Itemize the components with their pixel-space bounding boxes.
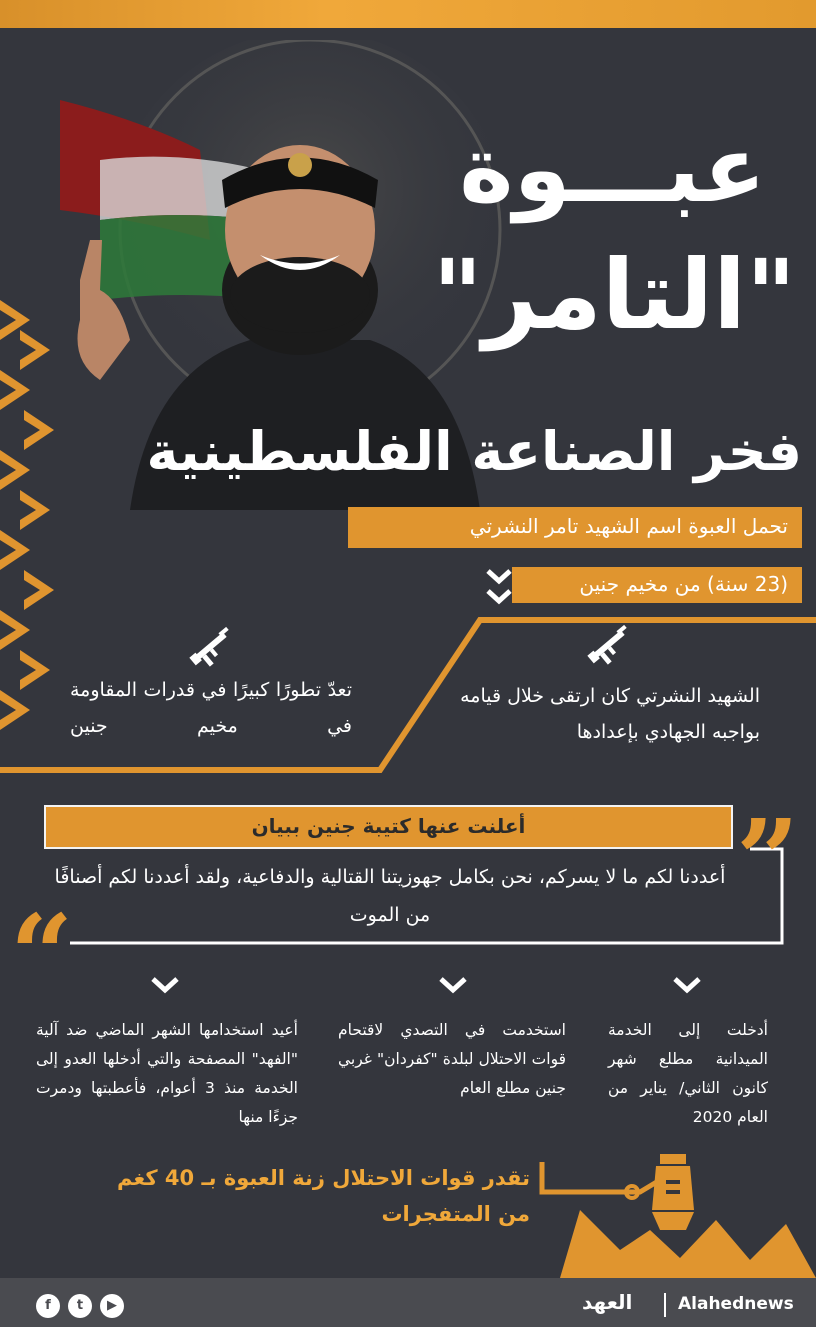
info-bar-age [512,567,802,603]
brand-name[interactable]: Alahednews [678,1294,794,1314]
chevron-down-icon [672,975,702,995]
brand-logo-arabic[interactable]: العهد [582,1290,633,1314]
info-bar-name [348,507,802,548]
brand-separator [664,1293,666,1317]
development-note: تعدّ تطورًا كبيرًا في قدرات المقاومة في مخيم جنين [70,679,352,737]
martyr-note: الشهيد النشرتي كان ارتقى خلال قيامه بواجبه الجهادي بإعدادها [460,685,760,743]
chevron-down-icon [150,975,180,995]
quote-text: أعددنا لكم ما لا يسركم، نحن بكامل جهوزيتنا القتالية والدفاعية، ولقد أعددنا لكم أصنافًا من الموت [54,866,726,926]
opening-quote-icon: “ [10,890,74,1019]
rifle-icon [586,620,636,670]
fact-column-kafrdan: استخدمت في التصدي لاقتحام قوات الاحتلال لبلدة "كفردان" غربي جنين مطلع العام [338,1021,566,1097]
subtitle: فخر الصناعة الفلسطينية [146,420,802,483]
quote-heading-bar [46,807,731,847]
top-accent-strip [0,0,816,28]
closing-quote-icon: ” [736,795,800,924]
info-bar-age-text: (23 سنة) من مخيم جنين [579,572,788,596]
fact-column-fahd: أعيد استخدامها الشهر الماضي ضد آلية "الفهد" المصفحة والتي أدخلها العدو إلى الخدمة منذ 3 أعوام، فأعطبتها ودمرت جزءًا منها [36,1021,298,1126]
quote-heading: أعلنت عنها كتيبة جنين ببيان [251,814,526,838]
fact-column-service: أدخلت إلى الخدمة الميدانية مطلع شهر كانون الثاني/ يناير من العام 2020 [608,1021,768,1126]
double-chevron-down-icon [486,567,512,609]
chevron-down-icon [438,975,468,995]
bomb-icon [520,1150,816,1280]
twitter-icon[interactable]: t [68,1294,92,1318]
facebook-icon[interactable]: f [36,1294,60,1318]
explosive-weight-note: تقدر قوات الاحتلال زنة العبوة بـ 40 كغم من المتفجرات [117,1166,530,1226]
title-line-2: "التامر" [432,239,796,351]
title-line-1: عبـــوة [459,116,766,223]
rifle-icon [188,622,238,672]
youtube-icon[interactable]: ▶ [100,1294,124,1318]
info-bar-name-text: تحمل العبوة اسم الشهيد تامر النشرتي [469,514,788,538]
